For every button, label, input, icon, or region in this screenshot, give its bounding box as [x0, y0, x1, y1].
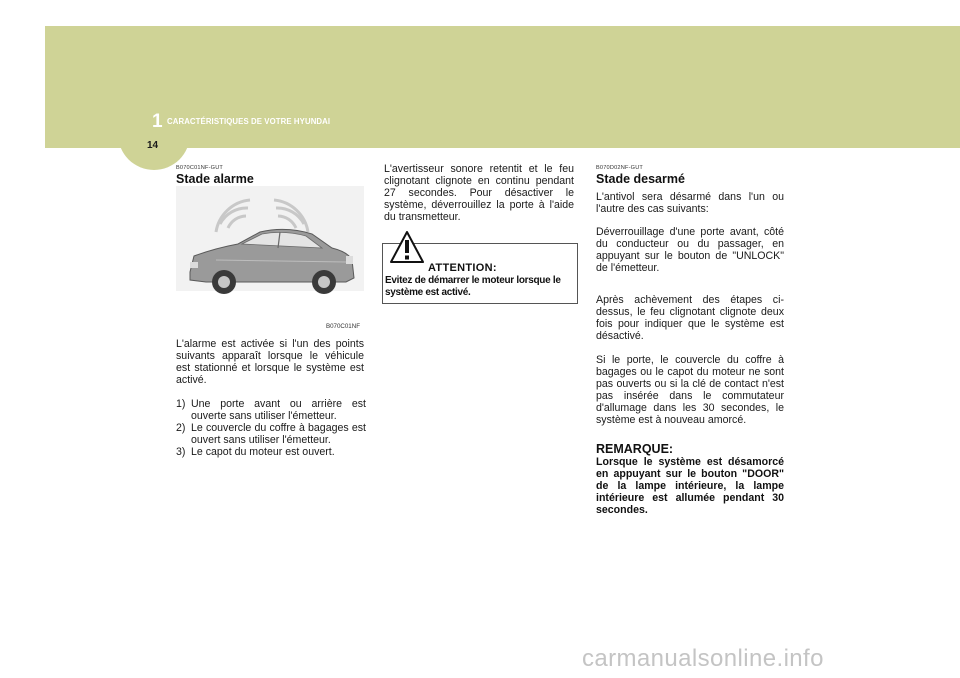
horn-paragraph: L'avertisseur sonore retentit et le feu clignotant clignote en continu pendant 27 secondes. Pour désactiver le système, déverrouillez la porte à l'aide du transmetteur.	[384, 163, 574, 224]
figure-code: B070C01NF	[325, 323, 360, 330]
alarm-conditions-list	[176, 398, 366, 458]
section-title: Stade desarmé	[596, 172, 685, 186]
disarm-paragraph-4: Si le porte, le couvercle du coffre à bagages ou le capot du moteur ne sont pas ouverts ou si la clé de contact n'est pas insérée dans le commutateur d'allumage dans les 30 secondes, le système est à nouveau amorcé.	[596, 354, 784, 427]
chapter-number: 1	[152, 111, 163, 132]
chapter-title: CARACTÉRISTIQUES DE VOTRE HYUNDAI	[167, 117, 331, 126]
attention-title: ATTENTION:	[428, 262, 497, 274]
disarm-paragraph-3: Après achèvement des étapes ci-dessus, le feu clignotant clignote deux fois pour indiquer que le système est désactivé.	[596, 294, 784, 343]
remarque-body: Lorsque le système est désamorcé en appuyant sur le bouton "DOOR" de la lampe intérieure, la lampe intérieure est allumée pendant 30 secondes.	[596, 456, 784, 517]
warning-triangle-icon	[389, 230, 425, 264]
disarm-paragraph-2: Déverrouillage d'une porte avant, côté du conducteur ou du passager, en appuyant sur le bouton de "UNLOCK" de l'émetteur.	[596, 226, 784, 275]
section-code: B070D02NF-GUT	[596, 165, 644, 171]
attention-body: Evitez de démarrer le moteur lorsque le système est activé.	[385, 275, 561, 298]
alarm-paragraph: L'alarme est activée si l'un des points suivants apparaît lorsque le véhicule est stationné et lorsque le système est activé.	[176, 338, 364, 387]
list-item: 2) Le couvercle du coffre à bagages est ouvert sans utiliser l'émetteur.	[176, 422, 366, 447]
section-title: Stade alarme	[176, 172, 254, 186]
section-code: B070C01NF-GUT	[176, 165, 224, 171]
disarm-paragraph-1: L'antivol sera désarmé dans l'un ou l'autre des cas suivants:	[596, 191, 784, 216]
car-alarm-illustration	[176, 186, 364, 334]
watermark: carmanualsonline.info	[582, 645, 824, 672]
remarque-title: REMARQUE:	[596, 442, 674, 456]
list-item: 1) Une porte avant ou arrière est ouverte sans utiliser l'émetteur.	[176, 398, 366, 423]
car-alarm-figure	[176, 186, 364, 334]
page-number: 14	[147, 140, 159, 151]
list-item: 3) Le capot du moteur est ouvert.	[176, 446, 335, 459]
